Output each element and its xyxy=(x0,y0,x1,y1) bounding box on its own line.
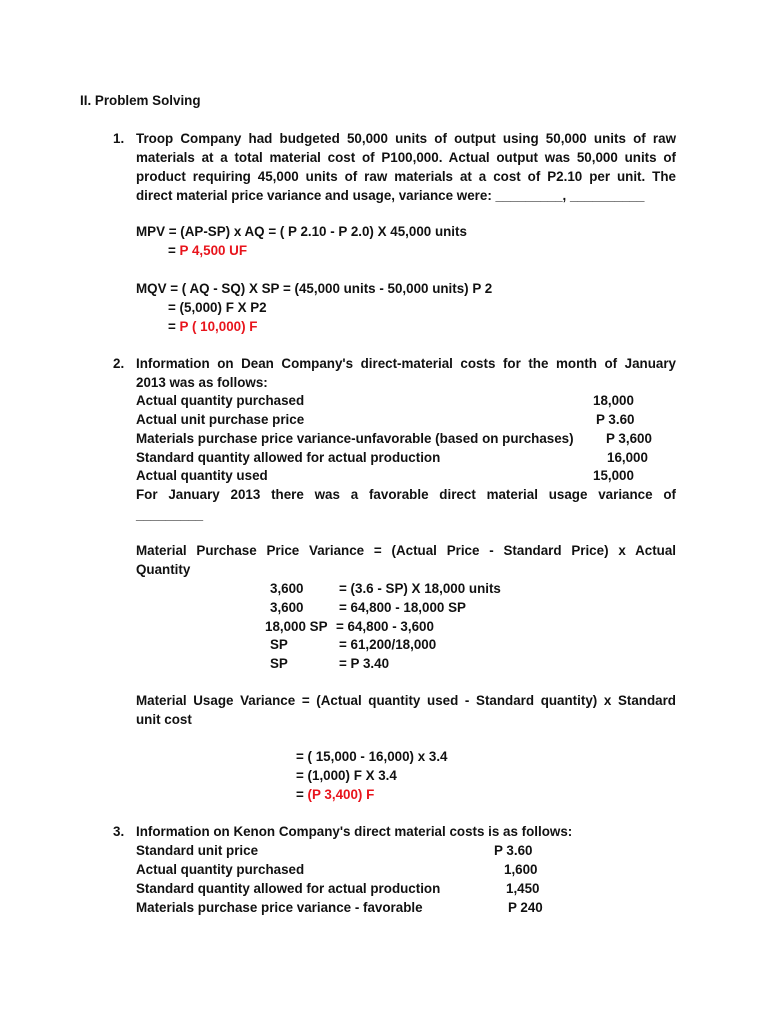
calc-right: = 64,800 - 18,000 SP xyxy=(339,600,466,615)
info-label: Actual unit purchase price xyxy=(136,412,305,427)
mqv-formula: MQV = ( AQ - SQ) X SP = (45,000 units - 50,000 units) P 2 xyxy=(136,281,493,296)
info-value: 18,000 xyxy=(593,393,634,408)
problem-number: 3. xyxy=(113,824,125,839)
muv-title-cont: unit cost xyxy=(136,712,192,727)
problem-text-line: product requiring 45,000 units of raw materials at a cost of P2.10 per unit. The xyxy=(136,169,676,184)
equals-sign: = xyxy=(168,319,180,334)
calc-right: = 61,200/18,000 xyxy=(339,637,437,652)
question-line: For January 2013 there was a favorable direct material usage variance of xyxy=(136,487,676,502)
mppv-title: Material Purchase Price Variance = (Actual Price - Standard Price) x Actual xyxy=(136,543,676,558)
calc-left: 3,600 xyxy=(270,581,304,596)
calc-left: SP xyxy=(270,637,288,652)
mqv-result: P ( 10,000) F xyxy=(179,319,258,334)
mqv-result-line xyxy=(168,319,257,335)
mqv-step: = (5,000) F X P2 xyxy=(168,300,267,315)
calc-right: = P 3.40 xyxy=(339,656,390,671)
calc-left: 3,600 xyxy=(270,600,304,615)
problem-text-line: Information on Dean Company's direct-material costs for the month of January xyxy=(136,356,676,371)
muv-result-line xyxy=(296,787,374,803)
mpv-result: P 4,500 UF xyxy=(179,243,248,258)
answer-blank: _________ xyxy=(136,507,204,522)
mppv-title-cont: Quantity xyxy=(136,562,191,577)
info-value: 16,000 xyxy=(607,450,648,465)
problem-text-line: Information on Kenon Company's direct material costs is as follows: xyxy=(136,824,573,839)
calc-left: 18,000 SP xyxy=(265,619,328,634)
mpv-result-line xyxy=(168,243,247,259)
mpv-formula: MPV = (AP-SP) x AQ = ( P 2.10 - P 2.0) X 45,000 units xyxy=(136,224,467,239)
calc-right: = 64,800 - 3,600 xyxy=(336,619,434,634)
info-label: Actual quantity purchased xyxy=(136,862,305,877)
info-value: 1,600 xyxy=(504,862,538,877)
info-value: P 3.60 xyxy=(494,843,533,858)
problem-text-line: materials at a total material cost of P100,000. Actual output was 50,000 units of xyxy=(136,150,676,165)
section-title: II. Problem Solving xyxy=(80,93,201,108)
muv-title: Material Usage Variance = (Actual quantity used - Standard quantity) x Standard xyxy=(136,693,676,708)
problem-number: 1. xyxy=(113,131,125,146)
calc-left: SP xyxy=(270,656,288,671)
problem-text-line: direct material price variance and usage, variance were: _________, __________ xyxy=(136,188,645,203)
info-value: P 240 xyxy=(508,900,543,915)
equals-sign: = xyxy=(168,243,180,258)
info-value: 15,000 xyxy=(593,468,634,483)
info-label: Materials purchase price variance-unfavorable (based on purchases) xyxy=(136,431,574,446)
problem-text-line: 2013 was as follows: xyxy=(136,375,268,390)
problem-number: 2. xyxy=(113,356,125,371)
info-label: Standard unit price xyxy=(136,843,259,858)
info-value: P 3,600 xyxy=(606,431,652,446)
info-label: Actual quantity purchased xyxy=(136,393,305,408)
info-value: 1,450 xyxy=(506,881,540,896)
muv-step: = (1,000) F X 3.4 xyxy=(296,768,397,783)
info-label: Standard quantity allowed for actual production xyxy=(136,450,441,465)
info-label: Standard quantity allowed for actual production xyxy=(136,881,441,896)
problem-text-line: Troop Company had budgeted 50,000 units of output using 50,000 units of raw xyxy=(136,131,676,146)
muv-step: = ( 15,000 - 16,000) x 3.4 xyxy=(296,749,448,764)
info-value: P 3.60 xyxy=(596,412,635,427)
muv-result: (P 3,400) F xyxy=(307,787,375,802)
calc-right: = (3.6 - SP) X 18,000 units xyxy=(339,581,501,596)
info-label: Materials purchase price variance - favorable xyxy=(136,900,423,915)
info-label: Actual quantity used xyxy=(136,468,268,483)
equals-sign: = xyxy=(296,787,308,802)
